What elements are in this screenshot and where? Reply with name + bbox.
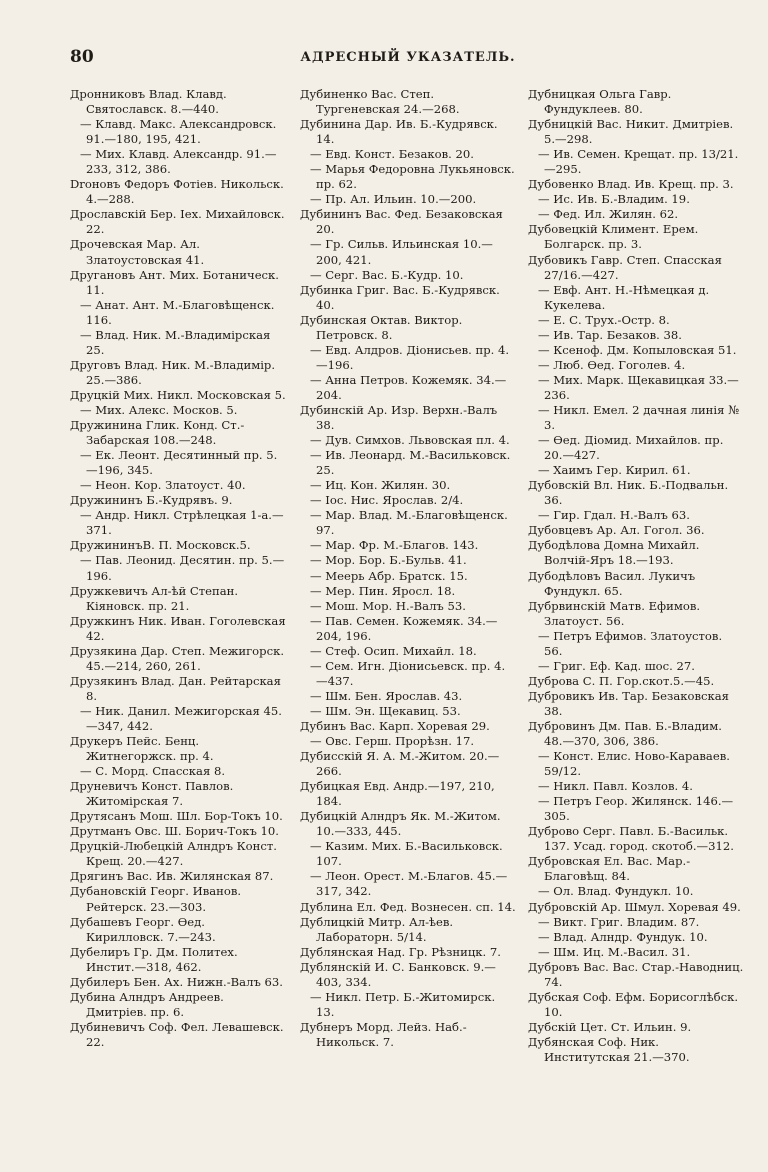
directory-entry: — Мар. Фр. М.-Благов. 143. [310, 538, 479, 553]
directory-entry: — Шм. Иц. М.-Васил. 31. [538, 944, 691, 959]
directory-entry: — Неон. Кор. Златоуст. 40. [80, 478, 246, 493]
directory-entry: — Іос. Нис. Ярослав. 2/4. [310, 493, 464, 508]
directory-entry: Дуброва С. П. Гор.скот.5.—45. [528, 673, 715, 688]
directory-entry: — Анна Петров. Кожемяк. 34.—204. [310, 372, 507, 402]
directory-entry: Дружкевичъ Ал-ѣй Степан. Кіяновск. пр. 21. [70, 583, 239, 613]
directory-entry: — Стеф. Осип. Михайл. 18. [310, 643, 477, 658]
directory-entry: — С. Морд. Спасская 8. [80, 764, 226, 779]
directory-entry: Дубодѣлова Домна Михайл. Волчій-Яръ 18.—193. [528, 538, 700, 568]
directory-entry: Дубинскій Ар. Изр. Верхн.-Валъ 38. [300, 402, 498, 433]
directory-entry: — Мих. Марк. Щекавицкая 33.—236. [538, 372, 739, 402]
directory-entry: Дубскій Цет. Ст. Ильин. 9. [528, 1019, 692, 1034]
directory-entry: — Мош. Мор. Н.-Валъ 53. [310, 598, 466, 613]
directory-entry: Дубровъ Вас. Вас. Стар.-Наводниц. 74. [528, 959, 744, 989]
directory-entry: Другановъ Ант. Мих. Ботаническ. 11. [70, 267, 279, 297]
directory-entry: — Викт. Григ. Владим. 87. [538, 914, 700, 929]
directory-entry: — Евд. Алдров. Діонисьев. пр. 4.—196. [310, 342, 510, 372]
directory-entry: — Никл. Павл. Козлов. 4. [538, 779, 693, 794]
directory-entry: Дубодѣловъ Васил. Лукичъ Фундукл. 65. [528, 568, 696, 598]
directory-entry: Друтманъ Овс. Ш. Борич-Токъ 10. [70, 824, 279, 839]
directory-entry: Друтясанъ Мош. Шл. Бор-Токъ 10. [70, 809, 283, 824]
directory-entry: — Ксеноф. Дм. Копыловская 51. [538, 342, 737, 357]
directory-entry: — Пав. Семен. Кожемяк. 34.—204, 196. [310, 613, 498, 643]
directory-entry: — Фед. Ил. Жилян. 62. [538, 207, 679, 222]
directory-entry: Дубская Соф. Ефм. Борисоглѣбск. 10. [528, 989, 739, 1019]
directory-entry: — Казим. Мих. Б.-Васильковск. 107. [310, 839, 503, 869]
directory-entry: — Ис. Ив. Б.-Владим. 19. [538, 192, 690, 207]
directory-entry: — Шм. Эн. Щекавиц. 53. [310, 703, 461, 718]
directory-entry: Друневичъ Конст. Павлов. Житомірская 7. [70, 779, 234, 809]
directory-entry: Дубовецкій Климент. Ерем. Болгарск. пр. 3. [528, 222, 699, 252]
directory-entry: Друговъ Влад. Ник. М.-Владимір. 25.—386. [70, 357, 276, 387]
directory-entry: — Гр. Сильв. Ильинская 10.—200, 421. [310, 237, 493, 267]
directory-entry: — Мор. Бор. Б.-Бульв. 41. [310, 553, 467, 568]
directory-entry: Дубрвинскій Матв. Ефимов. Златоуст. 56. [528, 598, 701, 628]
directory-entry: Дубовцевъ Ар. Ал. Гогол. 36. [528, 523, 705, 538]
directory-entry: Дубелиръ Гр. Дм. Политех. Инстит.—318, 462. [70, 944, 238, 974]
directory-entry: — Григ. Еф. Кад. шос. 27. [538, 658, 695, 673]
directory-entry: Дубашевъ Георг. Өед. Кирилловск. 7.—243. [70, 914, 216, 944]
directory-entry: Дубиневичъ Соф. Фел. Левашевск. 22. [70, 1019, 284, 1049]
directory-entry: Дронниковъ Влад. Клавд. Святославск. 8.—440. [70, 87, 227, 117]
directory-entry: — Меерь Абр. Братск. 15. [310, 568, 468, 583]
directory-entry: — Шм. Бен. Ярослав. 43. [310, 688, 463, 703]
directory-entry: Дубининъ Вас. Фед. Безаковская 20. [300, 207, 503, 237]
directory-entry: — Хаимъ Гер. Кирил. 61. [538, 463, 691, 478]
directory-entry: — Овс. Герш. Прорѣзн. 17. [310, 734, 475, 749]
directory-entry: — Дув. Симхов. Львовская пл. 4. [310, 433, 510, 448]
directory-entry: — Конст. Елис. Ново-Караваев. 59/12. [538, 749, 730, 779]
directory-entry: Дружининъ Б.-Кудрявъ. 9. [70, 493, 233, 508]
directory-entry: Дубицкая Евд. Андр.—197, 210, 184. [300, 779, 495, 809]
directory-entry: — Ол. Влад. Фундукл. 10. [538, 884, 694, 899]
directory-entry: Дубинская Октав. Виктор. Петровск. 8. [300, 312, 463, 342]
directory-entry: Дублицкій Митр. Ал-ѣев. Лабораторн. 5/14. [300, 914, 454, 944]
directory-entry: Дубиненко Вас. Степ. Тургеневская 24.—268. [300, 87, 460, 117]
directory-entry: — Ив. Тар. Безаков. 38. [538, 327, 682, 342]
directory-entry: — Клавд. Макс. Александровск. 91.—180, 195, 421. [80, 117, 277, 147]
directory-entry: Дрочевская Мар. Ал. Златоустовская 41. [70, 237, 205, 267]
directory-entry: Дубнеръ Морд. Лейз. Наб.-Никольск. 7. [300, 1019, 467, 1049]
directory-entry: — Евф. Ант. Н.-Нѣмецкая д. Кукелева. [538, 282, 710, 312]
directory-entry: Дубровикъ Ив. Тар. Безаковская 38. [528, 688, 729, 718]
directory-entry: — Пр. Ал. Ильин. 10.—200. [310, 192, 477, 207]
directory-entry: Друзякинъ Влад. Дан. Рейтарская 8. [70, 673, 281, 703]
directory-entry: — Мер. Пин. Яросл. 18. [310, 583, 456, 598]
page-number: 80 [70, 47, 94, 67]
directory-entry: Друцкій-Любецкій Алндръ Конст. Крещ. 20.—427. [70, 839, 277, 869]
directory-entry: Дубовенко Влад. Ив. Крещ. пр. 3. [528, 177, 734, 192]
directory-entry: Дубровинъ Дм. Пав. Б.-Владим. 48.—370, 306, 386. [528, 718, 722, 749]
page-header [70, 47, 746, 71]
column-2 [300, 87, 516, 1050]
directory-entry: Дубницкій Вас. Никит. Дмитріев. 5.—298. [528, 117, 734, 147]
directory-entry: Дуброво Серг. Павл. Б.-Васильк. 137. Усад. город. скотоб.—312. [528, 824, 734, 854]
directory-entry: — Ив. Семен. Крещат. пр. 13/21.—295. [538, 147, 739, 177]
directory-entry: — Никл. Петр. Б.-Житомирск. 13. [310, 989, 496, 1019]
directory-entry: — Ек. Леонт. Десятинный пр. 5.—196, 345. [80, 448, 278, 478]
directory-entry: Дубянская Соф. Ник. Институтская 21.—370. [528, 1034, 690, 1064]
directory-entry: ДружининъВ. П. Московск.5. [70, 538, 251, 553]
directory-entry: Дублянская Над. Гр. Рѣзницк. 7. [300, 944, 501, 959]
directory-entry: — Сем. Игн. Діонисьевск. пр. 4.—437. [310, 658, 506, 688]
directory-entry: Дубина Алндръ Андреев. Дмитріев. пр. 6. [70, 989, 224, 1019]
directory-entry: Дубисскій Я. А. М.-Житом. 20.—266. [300, 749, 500, 779]
directory-entry: Дубницкая Ольга Гавр. Фундуклеев. 80. [528, 87, 672, 117]
directory-entry: — Гир. Гдал. Н.-Валъ 63. [538, 508, 690, 523]
directory-entry: — Петръ Ефимов. Златоустов. 56. [538, 628, 723, 658]
directory-entry: Дрягинъ Вас. Ив. Жилянская 87. [70, 869, 274, 884]
directory-entry: — Е. С. Трух.-Остр. 8. [538, 312, 670, 327]
directory-entry: Дубановскій Георг. Иванов. Рейтерск. 23.—303. [70, 884, 242, 914]
directory-entry: — Никл. Емел. 2 дачная линія № 3. [538, 402, 740, 433]
directory-entry: Дубилеръ Бен. Ах. Нижн.-Валъ 63. [70, 974, 283, 989]
directory-entry: Дубовскій Вл. Ник. Б.-Подвальн. 36. [528, 478, 729, 508]
directory-entry: — Ив. Леонард. М.-Васильковск. 25. [310, 448, 511, 478]
directory-entry: Дубинка Григ. Вас. Б.-Кудрявск. 40. [300, 282, 500, 312]
directory-entry: Дубинъ Вас. Карп. Хоревая 29. [300, 718, 490, 733]
directory-entry: Дубровская Ел. Вас. Мар.-Благовѣщ. 84. [528, 854, 691, 884]
directory-entry: Дубровскій Ар. Шмул. Хоревая 49. [528, 899, 741, 914]
column-1 [70, 87, 286, 1050]
running-head: АДРЕСНЫЙ УКАЗАТЕЛЬ. [300, 50, 516, 65]
directory-entry: Друзякина Дар. Степ. Межигорск. 45.—214, 260, 261. [70, 643, 285, 673]
directory-entry: Друцкій Мих. Никл. Московская 5. [70, 387, 286, 402]
directory-entry: Дублянскій И. С. Банковск. 9.—403, 334. [300, 959, 496, 989]
directory-entry: Droновъ Федоръ Фотіев. Никольск. 4.—288. [70, 177, 284, 207]
directory-entry: — Мар. Влад. М.-Благовѣщенск. 97. [310, 508, 508, 538]
directory-entry: — Өед. Діомид. Михайлов. пр. 20.—427. [538, 433, 724, 463]
directory-entry: — Влад. Ник. М.-Владимірская 25. [80, 327, 271, 357]
directory-entry: — Андр. Никл. Стрѣлецкая 1-а.—371. [80, 508, 284, 538]
directory-entry: — Серг. Вас. Б.-Кудр. 10. [310, 267, 464, 282]
directory-entry: — Ник. Данил. Межигорская 45.—347, 442. [80, 703, 282, 733]
directory-entry: Дружкинъ Ник. Иван. Гоголевская 42. [70, 613, 286, 643]
directory-entry: — Люб. Өед. Гоголев. 4. [538, 357, 686, 372]
directory-entry: Дружинина Глик. Конд. Ст.-Забарская 108.—248. [70, 418, 245, 448]
directory-entry: — Леон. Орест. М.-Благов. 45.—317, 342. [310, 869, 508, 899]
directory-entry: Дубицкій Алндръ Як. М.-Житом. 10.—333, 445. [300, 809, 501, 839]
directory-entry: — Мих. Клавд. Александр. 91.—233, 312, 386. [80, 147, 277, 177]
directory-entry: Друкеръ Пейс. Бенц. Житнегоржск. пр. 4. [70, 734, 214, 764]
directory-entry: Дубовикъ Гавр. Степ. Спасская 27/16.—427. [528, 252, 722, 282]
directory-entry: — Петръ Геор. Жилянск. 146.—305. [538, 794, 734, 824]
directory-entry: — Мих. Алекс. Москов. 5. [80, 402, 238, 417]
directory-entry: — Евд. Конст. Безаков. 20. [310, 147, 474, 162]
directory-entry: Дублина Ел. Фед. Вознесен. сп. 14. [300, 899, 516, 914]
directory-entry: — Анат. Ант. М.-Благовѣщенск. 116. [80, 297, 275, 327]
directory-entry: — Иц. Кон. Жилян. 30. [310, 478, 451, 493]
directory-entry: Дубинина Дар. Ив. Б.-Кудрявск. 14. [300, 117, 498, 147]
directory-entry: — Влад. Алндр. Фундук. 10. [538, 929, 708, 944]
directory-entry: — Пав. Леонид. Десятин. пр. 5.—196. [80, 553, 285, 583]
directory-entry: Дрославскій Бер. Іех. Михайловск. 22. [70, 207, 285, 237]
directory-entry: — Марья Федоровна Лукьяновск. пр. 62. [310, 162, 515, 192]
column-3 [528, 87, 744, 1065]
